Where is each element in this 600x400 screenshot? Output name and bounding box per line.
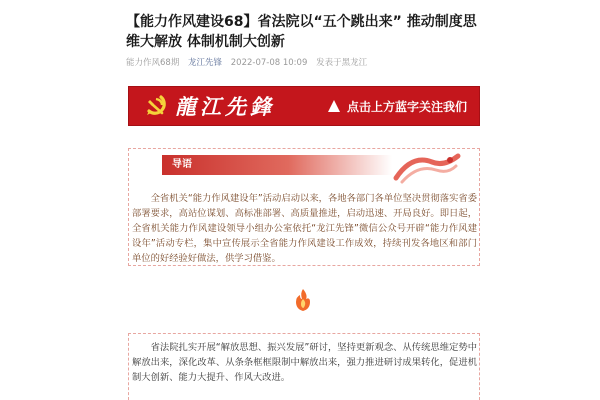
triangle-up-icon — [327, 99, 341, 113]
flame-ornament-icon — [290, 287, 316, 313]
meta-source: 能力作风68期 — [126, 58, 180, 68]
meta-datetime: 2022-07-08 10:09 — [230, 58, 308, 68]
follow-prompt: 点击上方蓝字关注我们 — [346, 99, 467, 114]
meta-location: 发表于黑龙江 — [316, 58, 368, 68]
article-title: 【能力作风建设68】省法院以“五个跳出来” 推动制度思维大解放 体制机制大创新 — [126, 14, 477, 50]
guide-paragraph: 全省机关“能力作风建设年”活动启动以来，各地各部门各单位坚决贯彻落实省委部署要求，高站位谋划、高标准部署、高质量推进，启动迅速、开局良好。即日起，全省机关能力作风建设领导小组办公室依托“龙江先锋”微信公众号开辟“能力作风建设年”活动专栏，集中宣传展示全省能力作风建设工作成效，持续刊发各地区和部门单位的好经验好做法，供学习借鉴。 — [132, 193, 477, 264]
party-emblem-icon — [141, 91, 171, 121]
article-meta — [126, 56, 486, 68]
body-paragraph: 省法院扎实开展“解放思想、振兴发展”研讨，坚持更新观念、从传统思维定势中解放出来，深化改革、从条条框框限制中解放出来，强力推进研讨成果转化，促进机制大创新、能力大提升、作风大改进。 — [132, 342, 477, 383]
follow-banner[interactable] — [128, 86, 480, 126]
banner-brand-logo: 龍江先鋒 — [175, 94, 275, 119]
meta-account-link[interactable]: 龙江先锋 — [188, 58, 223, 68]
red-ribbon-decoration-icon — [392, 148, 462, 188]
guide-heading: 导语 — [162, 155, 392, 175]
